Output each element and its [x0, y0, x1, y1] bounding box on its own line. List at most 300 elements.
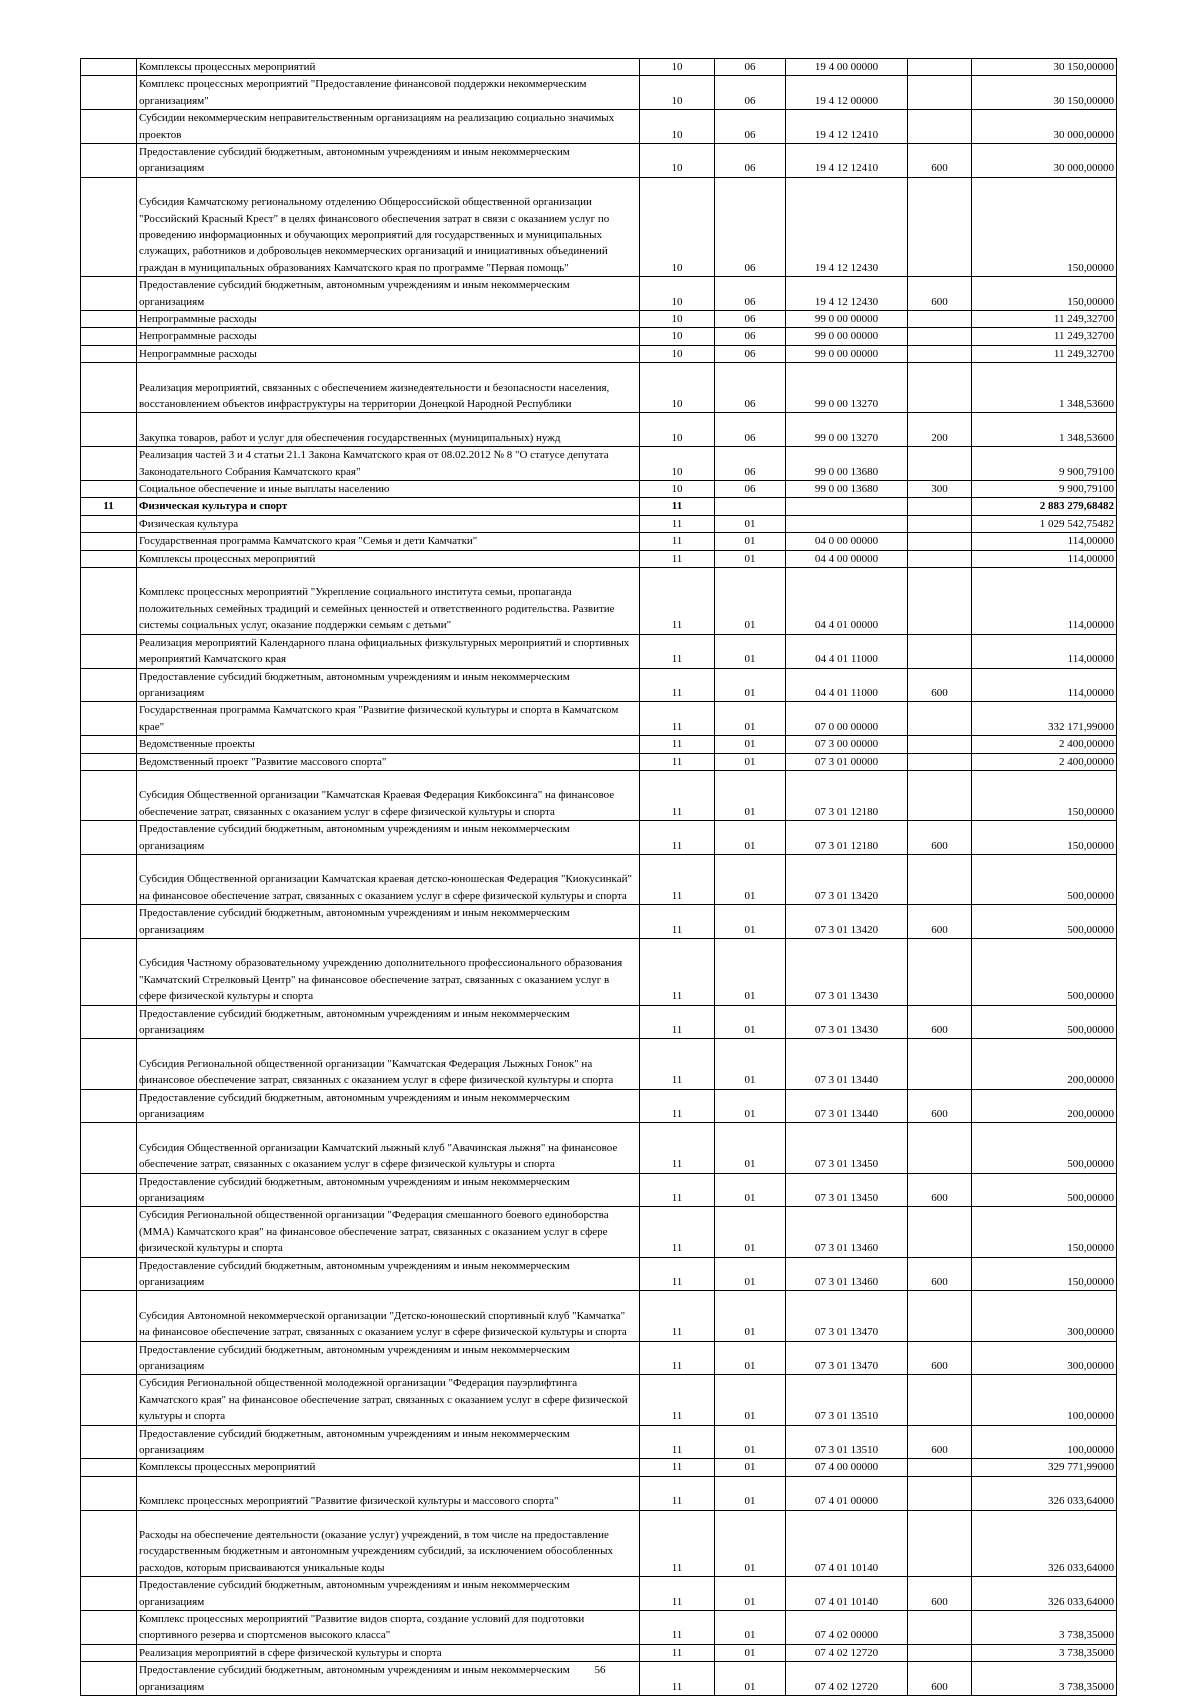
section-code-cell: 11 [640, 1089, 715, 1123]
target-article-cell: 07 3 01 13450 [786, 1123, 908, 1173]
target-article-cell: 07 3 01 13510 [786, 1425, 908, 1459]
target-article-cell: 19 4 12 12410 [786, 144, 908, 178]
expense-type-cell [908, 938, 972, 1005]
table-row [81, 770, 1117, 820]
amount-cell: 300,00000 [972, 1341, 1117, 1375]
row-number-cell [81, 1173, 137, 1207]
table-row [81, 550, 1117, 567]
expense-type-cell [908, 568, 972, 635]
expense-type-cell [908, 1039, 972, 1089]
subsection-code-cell: 01 [715, 1476, 786, 1510]
document-page [80, 58, 1116, 1696]
amount-cell: 200,00000 [972, 1089, 1117, 1123]
target-article-cell: 07 4 02 00000 [786, 1611, 908, 1645]
expense-type-cell: 600 [908, 1341, 972, 1375]
amount-cell: 3 738,35000 [972, 1644, 1117, 1661]
subsection-code-cell: 06 [715, 481, 786, 498]
target-article-cell: 07 4 01 10140 [786, 1577, 908, 1611]
item-name-cell: Комплекс процессных мероприятий "Развитие видов спорта, создание условий для подготовки спортивного резерва и спортсменов высокого класса" [137, 1611, 640, 1645]
section-code-cell: 11 [640, 1577, 715, 1611]
expense-type-cell: 600 [908, 1257, 972, 1291]
table-row [81, 1459, 1117, 1476]
row-number-cell [81, 177, 137, 276]
item-name-cell: Предоставление субсидий бюджетным, автономным учреждениям и иным некоммерческим организациям [137, 1577, 640, 1611]
target-article-cell: 04 0 00 00000 [786, 533, 908, 550]
amount-cell: 114,00000 [972, 668, 1117, 702]
item-name-cell: Комплекс процессных мероприятий "Развитие физической культуры и массового спорта" [137, 1476, 640, 1510]
expense-type-cell [908, 753, 972, 770]
amount-cell: 30 000,00000 [972, 144, 1117, 178]
item-name-cell: Физическая культура [137, 515, 640, 532]
item-name-cell: Ведомственный проект "Развитие массового спорта" [137, 753, 640, 770]
item-name-cell: Субсидия Частному образовательному учреждению дополнительного профессионального образования "Камчатский Стрелковый Центр" на финансовое обеспечение затрат, связанных с оказанием услуг в сфере физической культуры и спорта [137, 938, 640, 1005]
target-article-cell: 19 4 12 12430 [786, 277, 908, 311]
expense-type-cell [908, 1459, 972, 1476]
section-code-cell: 10 [640, 413, 715, 447]
row-number-cell [81, 277, 137, 311]
table-row [81, 1577, 1117, 1611]
amount-cell: 30 150,00000 [972, 76, 1117, 110]
subsection-code-cell: 01 [715, 1577, 786, 1611]
item-name-cell: Реализация мероприятий в сфере физической культуры и спорта [137, 1644, 640, 1661]
page-number: 56 [594, 1664, 606, 1676]
subsection-code-cell: 06 [715, 76, 786, 110]
row-number-cell [81, 1510, 137, 1577]
row-number-cell [81, 1291, 137, 1341]
amount-cell: 150,00000 [972, 277, 1117, 311]
expense-type-cell [908, 363, 972, 413]
subsection-code-cell: 01 [715, 736, 786, 753]
item-name-cell: Субсидия Региональной общественной организации "Федерация смешанного боевого единоборства (ММА) Камчатского края" на финансовое обеспечение затрат, связанных с оказанием услуг в сфере физической культуры и спорта [137, 1207, 640, 1257]
amount-cell: 114,00000 [972, 533, 1117, 550]
amount-cell: 500,00000 [972, 1173, 1117, 1207]
target-article-cell: 19 4 12 12430 [786, 177, 908, 276]
item-name-cell: Непрограммные расходы [137, 345, 640, 362]
section-code-cell: 11 [640, 634, 715, 668]
subsection-code-cell: 06 [715, 144, 786, 178]
target-article-cell: 07 4 01 10140 [786, 1510, 908, 1577]
amount-cell: 326 033,64000 [972, 1476, 1117, 1510]
table-row [81, 821, 1117, 855]
row-number-cell [81, 634, 137, 668]
table-row [81, 854, 1117, 904]
item-name-cell: Комплексы процессных мероприятий [137, 59, 640, 76]
subsection-code-cell: 01 [715, 568, 786, 635]
section-code-cell: 11 [640, 1257, 715, 1291]
row-number-cell [81, 110, 137, 144]
target-article-cell: 99 0 00 00000 [786, 311, 908, 328]
table-row [81, 447, 1117, 481]
subsection-code-cell: 01 [715, 938, 786, 1005]
item-name-cell: Субсидия Общественной организации Камчатский лыжный клуб "Авачинская лыжня" на финансовое обеспечение затрат, связанных с оказанием услуг в сфере физической культуры и спорта [137, 1123, 640, 1173]
section-code-cell: 10 [640, 76, 715, 110]
item-name-cell: Комплексы процессных мероприятий [137, 1459, 640, 1476]
subsection-code-cell: 06 [715, 345, 786, 362]
section-code-cell: 10 [640, 59, 715, 76]
subsection-code-cell: 01 [715, 1173, 786, 1207]
expense-type-cell [908, 1291, 972, 1341]
expense-type-cell: 300 [908, 481, 972, 498]
section-code-cell: 11 [640, 550, 715, 567]
table-row [81, 328, 1117, 345]
subsection-code-cell: 06 [715, 110, 786, 144]
table-row [81, 702, 1117, 736]
target-article-cell: 07 3 01 12180 [786, 821, 908, 855]
amount-cell: 114,00000 [972, 634, 1117, 668]
subsection-code-cell: 06 [715, 328, 786, 345]
section-code-cell: 11 [640, 1459, 715, 1476]
item-name-cell: Комплексы процессных мероприятий [137, 550, 640, 567]
expense-type-cell: 600 [908, 1662, 972, 1696]
section-code-cell: 11 [640, 1291, 715, 1341]
target-article-cell: 99 0 00 13270 [786, 363, 908, 413]
subsection-code-cell: 06 [715, 447, 786, 481]
row-number-cell [81, 515, 137, 532]
item-name-cell: Предоставление субсидий бюджетным, автономным учреждениям и иным некоммерческим организациям [137, 1005, 640, 1039]
table-row [81, 1089, 1117, 1123]
amount-cell: 500,00000 [972, 938, 1117, 1005]
amount-cell: 1 348,53600 [972, 363, 1117, 413]
target-article-cell: 04 4 00 00000 [786, 550, 908, 567]
expense-type-cell [908, 634, 972, 668]
subsection-code-cell: 06 [715, 59, 786, 76]
subsection-code-cell [715, 498, 786, 515]
row-number-cell [81, 1123, 137, 1173]
target-article-cell: 19 4 12 12410 [786, 110, 908, 144]
expense-type-cell: 600 [908, 1577, 972, 1611]
item-name-cell: Физическая культура и спорт [137, 498, 640, 515]
expense-type-cell [908, 1476, 972, 1510]
expense-type-cell [908, 1611, 972, 1645]
target-article-cell [786, 498, 908, 515]
target-article-cell: 99 0 00 00000 [786, 345, 908, 362]
section-code-cell: 10 [640, 447, 715, 481]
table-row [81, 1173, 1117, 1207]
item-name-cell: Непрограммные расходы [137, 328, 640, 345]
item-name-cell: Непрограммные расходы [137, 311, 640, 328]
item-name-cell: Комплекс процессных мероприятий "Укрепление социального института семьи, пропаганда положительных семейных традиций и семейных ценностей и ответственного родительства. Развитие системы социальных услуг, оказание поддержки семьям с детьми" [137, 568, 640, 635]
amount-cell: 2 400,00000 [972, 753, 1117, 770]
amount-cell: 30 000,00000 [972, 110, 1117, 144]
section-code-cell: 11 [640, 821, 715, 855]
target-article-cell: 07 3 01 13470 [786, 1291, 908, 1341]
section-code-cell: 10 [640, 328, 715, 345]
section-code-cell: 10 [640, 177, 715, 276]
table-row [81, 311, 1117, 328]
amount-cell: 500,00000 [972, 1005, 1117, 1039]
section-code-cell: 11 [640, 702, 715, 736]
expense-type-cell: 600 [908, 277, 972, 311]
subsection-code-cell: 01 [715, 1644, 786, 1661]
row-number-cell [81, 363, 137, 413]
table-row [81, 363, 1117, 413]
target-article-cell: 07 4 01 00000 [786, 1476, 908, 1510]
row-number-cell [81, 753, 137, 770]
table-row [81, 481, 1117, 498]
table-row [81, 634, 1117, 668]
row-number-cell [81, 481, 137, 498]
budget-table-body [81, 59, 1117, 1696]
expense-type-cell: 200 [908, 413, 972, 447]
expense-type-cell [908, 533, 972, 550]
row-number-cell [81, 668, 137, 702]
row-number-cell [81, 1257, 137, 1291]
row-number-cell [81, 905, 137, 939]
row-number-cell [81, 770, 137, 820]
item-name-cell: Субсидия Региональной общественной молодежной организации "Федерация пауэрлифтинга Камчатского края" на финансовое обеспечение затрат, связанных с оказанием услуг в сфере физической культуры и спорта [137, 1375, 640, 1425]
subsection-code-cell: 01 [715, 1375, 786, 1425]
expense-type-cell [908, 76, 972, 110]
item-name-cell: Реализация мероприятий Календарного плана официальных физкультурных мероприятий и спортивных мероприятий Камчатского края [137, 634, 640, 668]
amount-cell: 200,00000 [972, 1039, 1117, 1089]
amount-cell: 332 171,99000 [972, 702, 1117, 736]
amount-cell: 3 738,35000 [972, 1662, 1117, 1696]
subsection-code-cell: 01 [715, 905, 786, 939]
item-name-cell: Социальное обеспечение и иные выплаты населению [137, 481, 640, 498]
amount-cell: 30 150,00000 [972, 59, 1117, 76]
item-name-cell: Субсидия Общественной организации Камчатская краевая детско-юношеская Федерация "Киокусинкай" на финансовое обеспечение затрат, связанных с оказанием услуг в сфере физической культуры и спорта [137, 854, 640, 904]
target-article-cell: 07 3 01 13460 [786, 1207, 908, 1257]
row-number-cell [81, 1425, 137, 1459]
table-row [81, 177, 1117, 276]
subsection-code-cell: 01 [715, 533, 786, 550]
amount-cell: 11 249,32700 [972, 328, 1117, 345]
subsection-code-cell: 01 [715, 753, 786, 770]
item-name-cell: Предоставление субсидий бюджетным, автономным учреждениям и иным некоммерческим организациям [137, 1425, 640, 1459]
row-number-cell [81, 311, 137, 328]
row-number-cell [81, 550, 137, 567]
section-code-cell: 11 [640, 515, 715, 532]
subsection-code-cell: 01 [715, 1425, 786, 1459]
section-code-cell: 10 [640, 363, 715, 413]
expense-type-cell: 600 [908, 905, 972, 939]
table-row [81, 1123, 1117, 1173]
section-code-cell: 11 [640, 770, 715, 820]
row-number-cell [81, 345, 137, 362]
section-code-cell: 11 [640, 1476, 715, 1510]
table-row [81, 1425, 1117, 1459]
target-article-cell: 04 4 01 00000 [786, 568, 908, 635]
row-number-cell [81, 938, 137, 1005]
expense-type-cell: 600 [908, 1089, 972, 1123]
subsection-code-cell: 01 [715, 854, 786, 904]
section-code-cell: 11 [640, 1662, 715, 1696]
item-name-cell: Государственная программа Камчатского края "Семья и дети Камчатки" [137, 533, 640, 550]
section-code-cell: 11 [640, 1425, 715, 1459]
table-row [81, 1611, 1117, 1645]
table-row [81, 1644, 1117, 1661]
amount-cell: 114,00000 [972, 550, 1117, 567]
section-code-cell: 11 [640, 1207, 715, 1257]
section-code-cell: 11 [640, 1375, 715, 1425]
expense-type-cell [908, 110, 972, 144]
item-name-cell: Государственная программа Камчатского края "Развитие физической культуры и спорта в Камчатском крае" [137, 702, 640, 736]
item-name-cell: Реализация частей 3 и 4 статьи 21.1 Закона Камчатского края от 08.02.2012 № 8 "О статусе депутата Законодательного Собрания Камчатского края" [137, 447, 640, 481]
target-article-cell: 19 4 12 00000 [786, 76, 908, 110]
table-row [81, 568, 1117, 635]
target-article-cell: 07 3 01 13450 [786, 1173, 908, 1207]
target-article-cell: 07 3 01 13420 [786, 905, 908, 939]
table-row [81, 1291, 1117, 1341]
expense-type-cell [908, 59, 972, 76]
table-row [81, 736, 1117, 753]
expense-type-cell: 600 [908, 1425, 972, 1459]
subsection-code-cell: 06 [715, 413, 786, 447]
subsection-code-cell: 01 [715, 1039, 786, 1089]
row-number-cell [81, 413, 137, 447]
table-row [81, 110, 1117, 144]
item-name-cell: Субсидия Региональной общественной организации "Камчатская Федерация Лыжных Гонок" на финансовое обеспечение затрат, связанных с оказанием услуг в сфере физической культуры и спорта [137, 1039, 640, 1089]
table-row [81, 59, 1117, 76]
row-number-cell [81, 1476, 137, 1510]
expense-type-cell [908, 328, 972, 345]
item-name-cell: Реализация мероприятий, связанных с обеспечением жизнедеятельности и безопасности населения, восстановлением объектов инфраструктуры на территории Донецкой Народной Республики [137, 363, 640, 413]
target-article-cell: 07 3 01 13420 [786, 854, 908, 904]
section-code-cell: 11 [640, 568, 715, 635]
section-code-cell: 11 [640, 1039, 715, 1089]
subsection-code-cell: 01 [715, 1459, 786, 1476]
expense-type-cell [908, 770, 972, 820]
expense-type-cell [908, 702, 972, 736]
target-article-cell [786, 515, 908, 532]
section-code-cell: 11 [640, 533, 715, 550]
section-code-cell: 10 [640, 345, 715, 362]
target-article-cell: 07 3 01 13440 [786, 1089, 908, 1123]
subsection-code-cell: 01 [715, 1510, 786, 1577]
target-article-cell: 07 3 01 13460 [786, 1257, 908, 1291]
expense-type-cell: 600 [908, 1005, 972, 1039]
table-row [81, 1005, 1117, 1039]
row-number-cell [81, 1611, 137, 1645]
expense-type-cell [908, 1375, 972, 1425]
table-row [81, 938, 1117, 1005]
amount-cell: 150,00000 [972, 821, 1117, 855]
target-article-cell: 07 3 01 13440 [786, 1039, 908, 1089]
row-number-cell [81, 736, 137, 753]
expense-type-cell [908, 550, 972, 567]
subsection-code-cell: 01 [715, 1611, 786, 1645]
target-article-cell: 19 4 00 00000 [786, 59, 908, 76]
amount-cell: 329 771,99000 [972, 1459, 1117, 1476]
subsection-code-cell: 01 [715, 1291, 786, 1341]
amount-cell: 100,00000 [972, 1425, 1117, 1459]
amount-cell: 3 738,35000 [972, 1611, 1117, 1645]
amount-cell: 500,00000 [972, 1123, 1117, 1173]
amount-cell: 11 249,32700 [972, 345, 1117, 362]
expense-type-cell [908, 1644, 972, 1661]
subsection-code-cell: 01 [715, 702, 786, 736]
item-name-cell: Предоставление субсидий бюджетным, автономным учреждениям и иным некоммерческим организациям [137, 1089, 640, 1123]
subsection-code-cell: 06 [715, 363, 786, 413]
subsection-code-cell: 01 [715, 1005, 786, 1039]
row-number-cell [81, 1459, 137, 1476]
amount-cell: 2 883 279,68482 [972, 498, 1117, 515]
expense-type-cell: 600 [908, 821, 972, 855]
target-article-cell: 07 3 01 13510 [786, 1375, 908, 1425]
row-number-cell [81, 568, 137, 635]
subsection-code-cell: 01 [715, 1207, 786, 1257]
subsection-code-cell: 01 [715, 634, 786, 668]
amount-cell: 1 348,53600 [972, 413, 1117, 447]
row-number-cell [81, 821, 137, 855]
row-number-cell [81, 328, 137, 345]
subsection-code-cell: 01 [715, 1341, 786, 1375]
item-name-cell: Расходы на обеспечение деятельности (оказание услуг) учреждений, в том числе на предоставление государственным бюджетным и автономным учреждениям субсидий, за исключением обособленных расходов, которым присваиваются уникальные коды [137, 1510, 640, 1577]
table-row [81, 413, 1117, 447]
row-number-cell [81, 144, 137, 178]
section-code-cell: 11 [640, 854, 715, 904]
item-name-cell: Субсидия Общественной организации "Камчатская Краевая Федерация Кикбоксинга" на финансовое обеспечение затрат, связанных с оказанием услуг в сфере физической культуры и спорта [137, 770, 640, 820]
expense-type-cell [908, 1207, 972, 1257]
item-name-cell: Предоставление субсидий бюджетным, автономным учреждениям и иным некоммерческим организациям [137, 1257, 640, 1291]
table-row [81, 1341, 1117, 1375]
table-row [81, 76, 1117, 110]
expense-type-cell [908, 1510, 972, 1577]
subsection-code-cell: 01 [715, 1089, 786, 1123]
section-code-cell: 11 [640, 1644, 715, 1661]
section-code-cell: 11 [640, 1173, 715, 1207]
subsection-code-cell: 06 [715, 277, 786, 311]
target-article-cell: 07 3 01 00000 [786, 753, 908, 770]
target-article-cell: 07 4 00 00000 [786, 1459, 908, 1476]
item-name-cell: Предоставление субсидий бюджетным, автономным учреждениям и иным некоммерческим организациям [137, 1341, 640, 1375]
target-article-cell: 07 0 00 00000 [786, 702, 908, 736]
target-article-cell: 07 4 02 12720 [786, 1644, 908, 1661]
row-number-cell [81, 1341, 137, 1375]
section-code-cell: 10 [640, 311, 715, 328]
section-code-cell: 11 [640, 668, 715, 702]
amount-cell: 150,00000 [972, 1257, 1117, 1291]
row-number-cell [81, 533, 137, 550]
target-article-cell: 07 4 02 12720 [786, 1662, 908, 1696]
item-name-cell: Субсидии некоммерческим неправительственным организациям на реализацию социально значимых проектов [137, 110, 640, 144]
item-name-cell: Предоставление субсидий бюджетным, автономным учреждениям и иным некоммерческим организациям [137, 1173, 640, 1207]
item-name-cell: Предоставление субсидий бюджетным, автономным учреждениям и иным некоммерческим организациям [137, 821, 640, 855]
table-row [81, 533, 1117, 550]
expense-type-cell [908, 498, 972, 515]
amount-cell: 150,00000 [972, 1207, 1117, 1257]
target-article-cell: 04 4 01 11000 [786, 668, 908, 702]
subsection-code-cell: 01 [715, 1662, 786, 1696]
subsection-code-cell: 01 [715, 1257, 786, 1291]
amount-cell: 326 033,64000 [972, 1577, 1117, 1611]
expense-type-cell: 600 [908, 1173, 972, 1207]
item-name-cell: Комплекс процессных мероприятий "Предоставление финансовой поддержки некоммерческим организациям" [137, 76, 640, 110]
table-row [81, 515, 1117, 532]
section-code-cell: 11 [640, 1510, 715, 1577]
row-number-cell [81, 1039, 137, 1089]
table-row [81, 1257, 1117, 1291]
subsection-code-cell: 06 [715, 177, 786, 276]
amount-cell: 114,00000 [972, 568, 1117, 635]
section-code-cell: 11 [640, 905, 715, 939]
item-name-cell: Предоставление субсидий бюджетным, автономным учреждениям и иным некоммерческим организациям [137, 668, 640, 702]
subsection-code-cell: 01 [715, 770, 786, 820]
target-article-cell: 04 4 01 11000 [786, 634, 908, 668]
target-article-cell: 07 3 00 00000 [786, 736, 908, 753]
expense-type-cell [908, 515, 972, 532]
target-article-cell: 07 3 01 13470 [786, 1341, 908, 1375]
amount-cell: 2 400,00000 [972, 736, 1117, 753]
target-article-cell: 07 3 01 13430 [786, 938, 908, 1005]
section-code-cell: 11 [640, 1341, 715, 1375]
item-name-cell: Субсидия Камчатскому региональному отделению Общероссийской общественной организации "Российский Красный Крест" в целях финансового обеспечения затрат в связи с оказанием услуг по проведению информационных и обучающих мероприятий для государственных и муниципальных служащих, работников и добровольцев некоммерческих организаций и инициативных объединений граждан в муниципальных образованиях Камчатского края по программе "Первая помощь" [137, 177, 640, 276]
row-number-cell [81, 1005, 137, 1039]
table-row [81, 905, 1117, 939]
target-article-cell: 99 0 00 13680 [786, 447, 908, 481]
row-number-cell [81, 854, 137, 904]
subsection-code-cell: 01 [715, 550, 786, 567]
